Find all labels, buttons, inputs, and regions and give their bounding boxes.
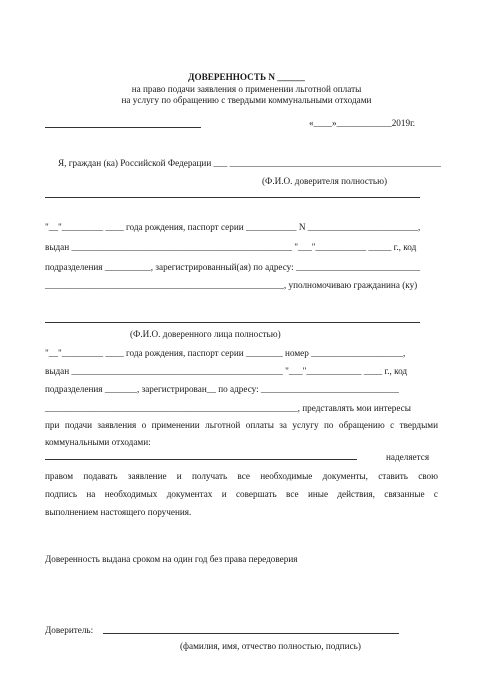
principal-line: Я, граждан (ка) Российской Федерации ___ ______________________________________________ — [58, 158, 441, 168]
document-subtitle-2: на услугу по обращению с твердыми коммунальными отходами — [121, 95, 372, 105]
principal-issued: выдан ________________________________________________ "___"___________ _____ г., код — [45, 242, 417, 252]
powers-line-2: подпись на необходимых документах и совершать все иные действия, связанные с — [45, 489, 438, 499]
grantee-label: наделяется — [386, 452, 430, 462]
principal-caption: (Ф.И.О. доверителя полностью) — [262, 176, 388, 186]
grantee-blank — [45, 459, 357, 460]
application-line-1: при подачи заявления о применении льготной оплаты за услугу по обращению с твердыми — [45, 420, 438, 430]
signer-label: Доверитель: — [45, 625, 94, 635]
principal-authorize: ____________________________________________________, уполномочиваю гражданина (ку) — [45, 280, 418, 290]
attorney-registration: подразделения _______, зарегистрирован__ по адресу: ______________________________ — [45, 384, 399, 394]
date-line: «____»____________2019г. — [309, 118, 416, 128]
attorney-blank — [45, 322, 420, 323]
attorney-caption: (Ф.И.О. доверенного лица полностью) — [130, 329, 281, 339]
attorney-birth-passport: "__"_________ ____ года рождения, паспорт серии ________ номер ____________________, — [45, 348, 406, 358]
attorney-represent: _______________________________________________________, представлять мои интересы — [45, 403, 411, 413]
signer-blank — [103, 633, 399, 634]
principal-blank — [45, 197, 420, 198]
principal-birth-passport: "__"_________ ____ года рождения, паспорт серии ___________ N ________________________, — [45, 222, 421, 232]
powers-line-3: выполнением настоящего поручения. — [45, 507, 192, 517]
city-blank — [45, 127, 201, 128]
validity-statement: Доверенность выдана сроком на один год без права передоверия — [45, 554, 298, 564]
signer-caption: (фамилия, имя, отчество полностью, подпись) — [180, 641, 361, 651]
attorney-issued: выдан ______________________________________________ "___"____________ ____ г., код — [45, 366, 408, 376]
document-title: ДОВЕРЕННОСТЬ N ______ — [188, 72, 305, 82]
powers-line-1: правом подавать заявление и получать все необходимые документы, ставить свою — [45, 471, 438, 481]
document-subtitle-1: на право подачи заявления о применении льготной оплаты — [131, 84, 362, 94]
principal-registration: подразделения __________, зарегистрированный(ая) по адресу: ___________________________ — [45, 262, 421, 272]
application-line-2: коммунальными отходами: — [45, 437, 151, 447]
